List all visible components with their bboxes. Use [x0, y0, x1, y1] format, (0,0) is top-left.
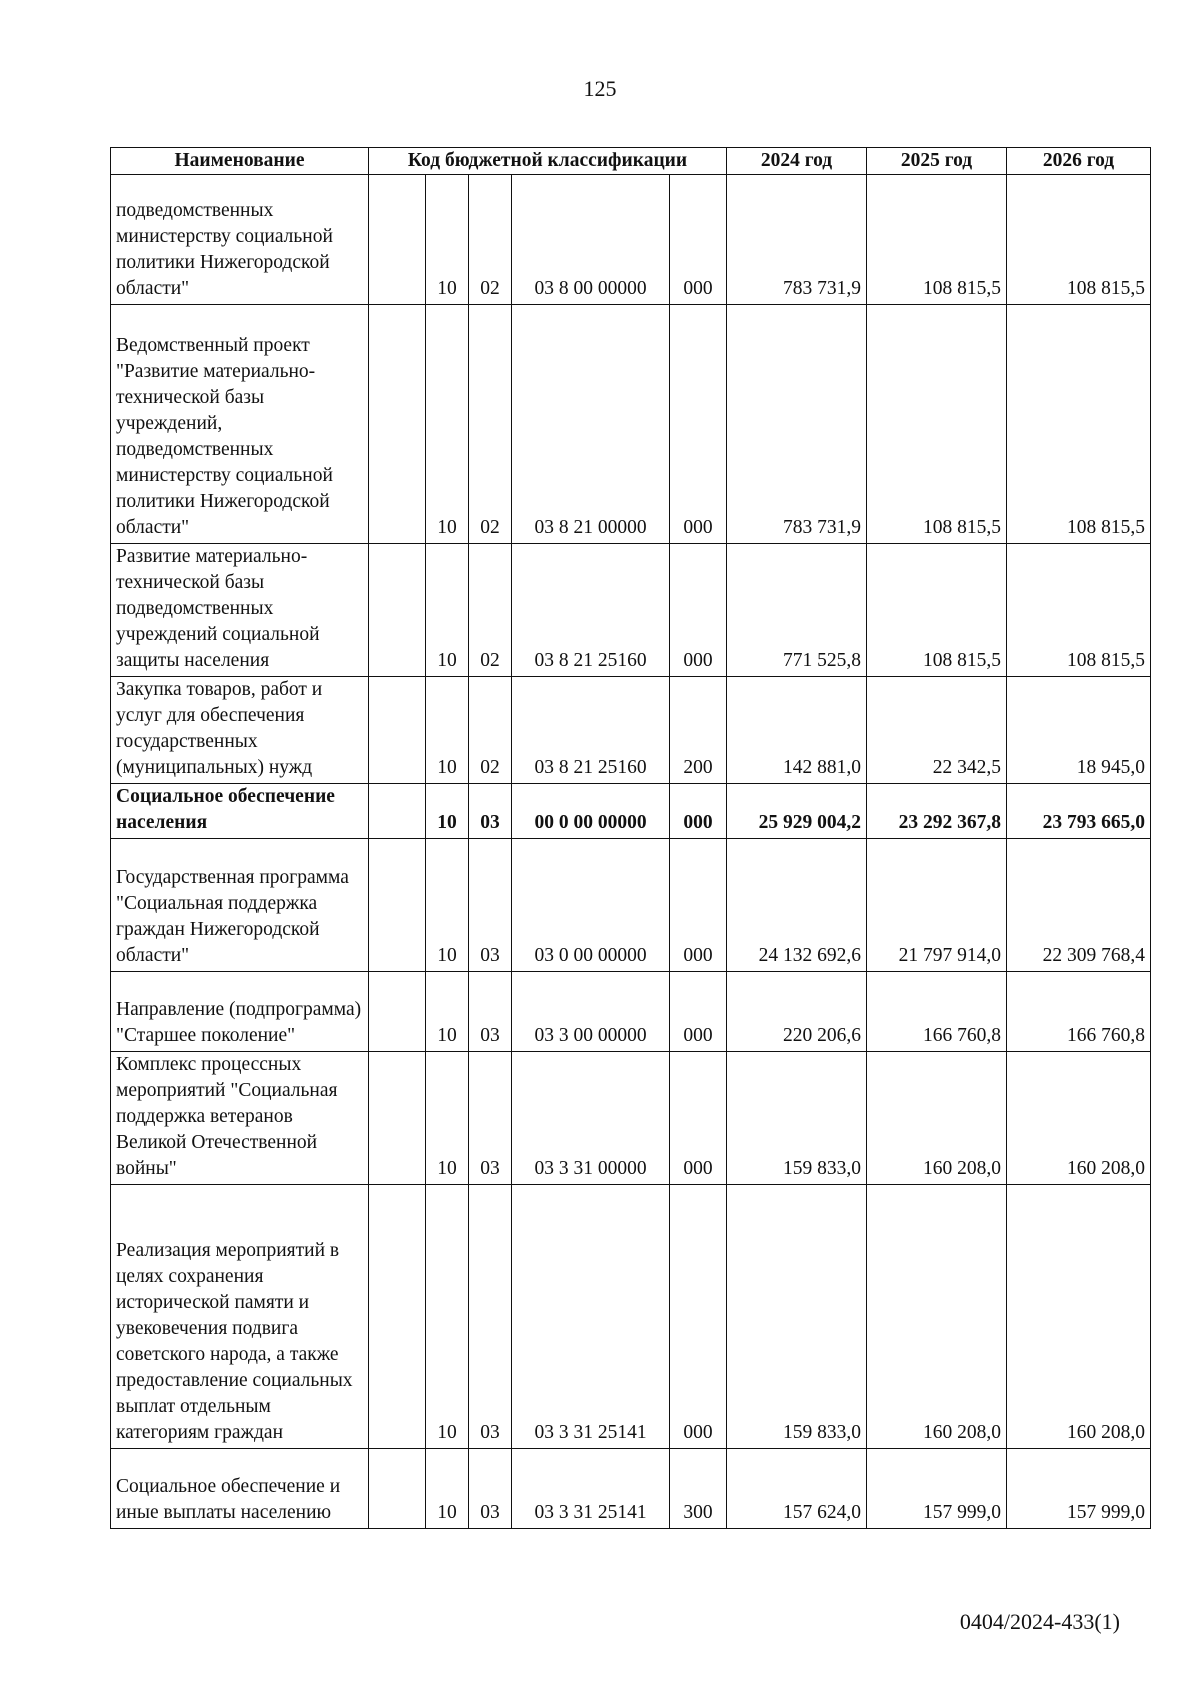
row-section: 10 [426, 677, 469, 784]
row-subsection: 02 [469, 175, 512, 305]
row-value-2026: 23 793 665,0 [1007, 784, 1151, 839]
row-value-2025: 160 208,0 [867, 1052, 1007, 1185]
row-section: 10 [426, 839, 469, 972]
header-code: Код бюджетной классификации [369, 148, 727, 175]
row-name: Развитие материально-технической базы подведомственных учреждений социальной защиты населения [111, 544, 369, 677]
table-row [111, 175, 1151, 305]
row-section: 10 [426, 305, 469, 544]
row-value-2026: 166 760,8 [1007, 972, 1151, 1052]
row-empty-cell [369, 305, 426, 544]
row-subsection: 03 [469, 784, 512, 839]
row-target-article: 03 8 21 25160 [512, 544, 670, 677]
row-value-2024: 220 206,6 [727, 972, 867, 1052]
row-empty-cell [369, 175, 426, 305]
row-name: подведомственных министерству социальной политики Нижегородской области" [111, 175, 369, 305]
table-row [111, 677, 1151, 784]
row-empty-cell [369, 839, 426, 972]
row-value-2024: 159 833,0 [727, 1185, 867, 1449]
row-target-article: 03 0 00 00000 [512, 839, 670, 972]
row-value-2025: 166 760,8 [867, 972, 1007, 1052]
row-name: Социальное обеспечение и иные выплаты населению [111, 1449, 369, 1529]
row-value-2025: 21 797 914,0 [867, 839, 1007, 972]
row-section: 10 [426, 175, 469, 305]
row-name: Направление (подпрограмма) "Старшее поколение" [111, 972, 369, 1052]
row-target-article: 03 8 00 00000 [512, 175, 670, 305]
row-expense-type: 000 [670, 305, 727, 544]
row-target-article: 03 3 31 00000 [512, 1052, 670, 1185]
row-target-article: 03 8 21 25160 [512, 677, 670, 784]
table-row [111, 972, 1151, 1052]
row-expense-type: 000 [670, 784, 727, 839]
row-target-article: 03 3 31 25141 [512, 1185, 670, 1449]
row-target-article: 03 3 00 00000 [512, 972, 670, 1052]
row-subsection: 03 [469, 1449, 512, 1529]
header-2024: 2024 год [727, 148, 867, 175]
row-target-article: 03 8 21 00000 [512, 305, 670, 544]
row-value-2026: 18 945,0 [1007, 677, 1151, 784]
row-value-2026: 108 815,5 [1007, 305, 1151, 544]
row-target-article: 00 0 00 00000 [512, 784, 670, 839]
row-section: 10 [426, 972, 469, 1052]
row-section: 10 [426, 1449, 469, 1529]
row-value-2024: 783 731,9 [727, 175, 867, 305]
row-subsection: 03 [469, 1185, 512, 1449]
row-empty-cell [369, 972, 426, 1052]
table-row [111, 544, 1151, 677]
row-expense-type: 000 [670, 175, 727, 305]
row-empty-cell [369, 1052, 426, 1185]
row-subsection: 02 [469, 544, 512, 677]
row-value-2024: 25 929 004,2 [727, 784, 867, 839]
row-name: Реализация мероприятий в целях сохранения исторической памяти и увековечения подвига советского народа, а также предоставление социальных выплат отдельным категориям граждан [111, 1185, 369, 1449]
table-row [111, 839, 1151, 972]
row-subsection: 02 [469, 677, 512, 784]
row-value-2026: 108 815,5 [1007, 175, 1151, 305]
row-name: Комплекс процессных мероприятий "Социальная поддержка ветеранов Великой Отечественной войны" [111, 1052, 369, 1185]
row-section: 10 [426, 1185, 469, 1449]
header-name: Наименование [111, 148, 369, 175]
row-empty-cell [369, 784, 426, 839]
row-value-2026: 157 999,0 [1007, 1449, 1151, 1529]
row-subsection: 03 [469, 972, 512, 1052]
row-value-2024: 24 132 692,6 [727, 839, 867, 972]
row-value-2026: 22 309 768,4 [1007, 839, 1151, 972]
row-value-2024: 157 624,0 [727, 1449, 867, 1529]
row-value-2026: 108 815,5 [1007, 544, 1151, 677]
table-row [111, 305, 1151, 544]
row-section: 10 [426, 544, 469, 677]
row-name: Ведомственный проект "Развитие материально-технической базы учреждений, подведомственных министерству социальной политики Нижегородской области" [111, 305, 369, 544]
row-subsection: 03 [469, 839, 512, 972]
row-value-2026: 160 208,0 [1007, 1185, 1151, 1449]
row-subsection: 02 [469, 305, 512, 544]
row-value-2025: 108 815,5 [867, 305, 1007, 544]
row-value-2025: 157 999,0 [867, 1449, 1007, 1529]
row-subsection: 03 [469, 1052, 512, 1185]
table-header-row [111, 148, 1151, 175]
row-value-2024: 783 731,9 [727, 305, 867, 544]
table-row [111, 1449, 1151, 1529]
row-empty-cell [369, 1185, 426, 1449]
row-expense-type: 000 [670, 972, 727, 1052]
row-section: 10 [426, 1052, 469, 1185]
row-expense-type: 000 [670, 1052, 727, 1185]
row-value-2025: 23 292 367,8 [867, 784, 1007, 839]
row-target-article: 03 3 31 25141 [512, 1449, 670, 1529]
row-value-2024: 159 833,0 [727, 1052, 867, 1185]
row-section: 10 [426, 784, 469, 839]
table-row [111, 1052, 1151, 1185]
row-expense-type: 000 [670, 839, 727, 972]
row-name: Государственная программа "Социальная поддержка граждан Нижегородской области" [111, 839, 369, 972]
row-value-2025: 160 208,0 [867, 1185, 1007, 1449]
table-body [111, 175, 1151, 1529]
budget-table [110, 147, 1151, 1529]
table-row [111, 784, 1151, 839]
header-2025: 2025 год [867, 148, 1007, 175]
table-row [111, 1185, 1151, 1449]
row-value-2025: 108 815,5 [867, 175, 1007, 305]
row-empty-cell [369, 1449, 426, 1529]
row-name: Закупка товаров, работ и услуг для обеспечения государственных (муниципальных) нужд [111, 677, 369, 784]
header-2026: 2026 год [1007, 148, 1151, 175]
row-expense-type: 000 [670, 544, 727, 677]
row-value-2025: 108 815,5 [867, 544, 1007, 677]
page-number: 125 [583, 76, 617, 101]
row-expense-type: 000 [670, 1185, 727, 1449]
row-value-2024: 142 881,0 [727, 677, 867, 784]
document-code: 0404/2024-433(1) [959, 1609, 1120, 1634]
row-empty-cell [369, 544, 426, 677]
row-value-2025: 22 342,5 [867, 677, 1007, 784]
row-expense-type: 300 [670, 1449, 727, 1529]
row-value-2024: 771 525,8 [727, 544, 867, 677]
row-name: Социальное обеспечение населения [111, 784, 369, 839]
row-expense-type: 200 [670, 677, 727, 784]
row-empty-cell [369, 677, 426, 784]
row-value-2026: 160 208,0 [1007, 1052, 1151, 1185]
